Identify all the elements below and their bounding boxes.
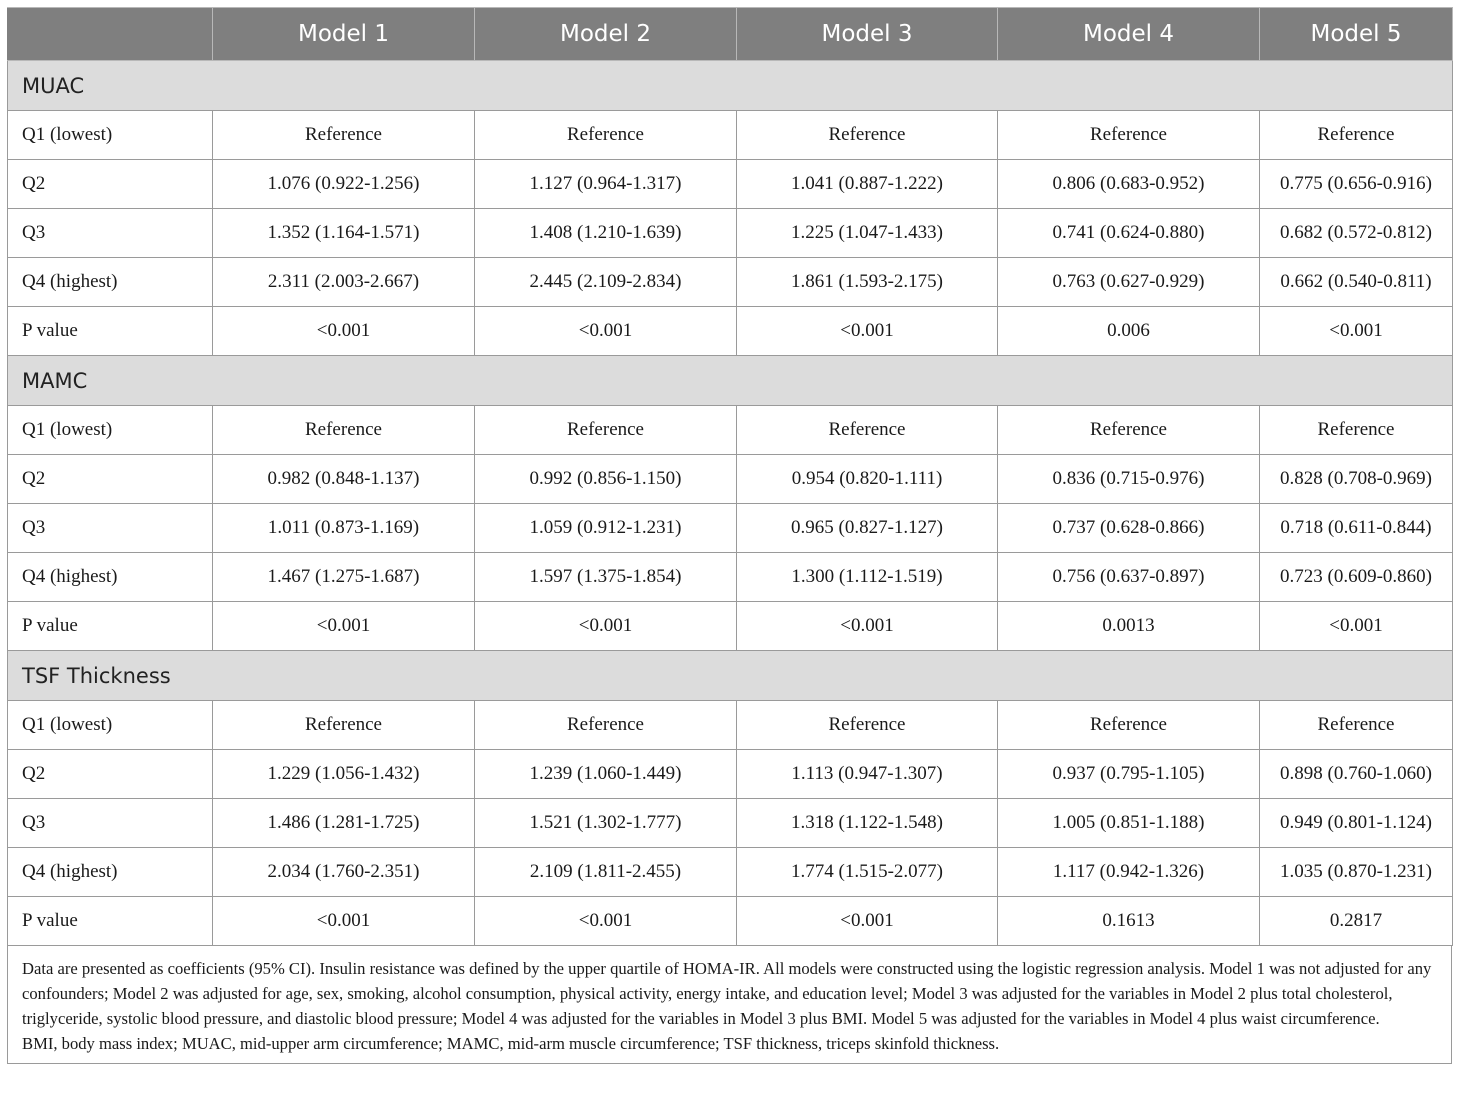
cell-model-3: 0.965 (0.827-1.127) bbox=[737, 504, 998, 553]
row-label: Q2 bbox=[8, 455, 213, 504]
header-cell-blank bbox=[8, 8, 213, 61]
row-label: Q3 bbox=[8, 504, 213, 553]
table-row bbox=[8, 602, 1453, 651]
cell-model-1: 1.486 (1.281-1.725) bbox=[213, 799, 475, 848]
results-table-container bbox=[7, 7, 1452, 1064]
cell-model-1: Reference bbox=[213, 701, 475, 750]
cell-model-1: Reference bbox=[213, 406, 475, 455]
section-row bbox=[8, 651, 1453, 701]
header-model-5: Model 5 bbox=[1260, 8, 1453, 61]
cell-model-2: <0.001 bbox=[475, 897, 737, 946]
cell-model-5: 0.718 (0.611-0.844) bbox=[1260, 504, 1453, 553]
table-footnote bbox=[7, 946, 1452, 1064]
row-label: Q4 (highest) bbox=[8, 553, 213, 602]
cell-model-3: <0.001 bbox=[737, 602, 998, 651]
cell-model-2: 2.109 (1.811-2.455) bbox=[475, 848, 737, 897]
table-row bbox=[8, 455, 1453, 504]
cell-model-1: 1.076 (0.922-1.256) bbox=[213, 160, 475, 209]
cell-model-4: 0.1613 bbox=[998, 897, 1260, 946]
table-row bbox=[8, 750, 1453, 799]
cell-model-3: Reference bbox=[737, 111, 998, 160]
cell-model-5: 0.682 (0.572-0.812) bbox=[1260, 209, 1453, 258]
cell-model-2: <0.001 bbox=[475, 602, 737, 651]
cell-model-4: 0.763 (0.627-0.929) bbox=[998, 258, 1260, 307]
cell-model-2: 1.127 (0.964-1.317) bbox=[475, 160, 737, 209]
cell-model-2: Reference bbox=[475, 111, 737, 160]
section-title: MUAC bbox=[8, 61, 1453, 111]
cell-model-1: 2.034 (1.760-2.351) bbox=[213, 848, 475, 897]
cell-model-5: 0.898 (0.760-1.060) bbox=[1260, 750, 1453, 799]
cell-model-1: <0.001 bbox=[213, 307, 475, 356]
cell-model-1: 1.352 (1.164-1.571) bbox=[213, 209, 475, 258]
table-row bbox=[8, 897, 1453, 946]
cell-model-3: 1.318 (1.122-1.548) bbox=[737, 799, 998, 848]
cell-model-2: Reference bbox=[475, 701, 737, 750]
cell-model-3: 1.225 (1.047-1.433) bbox=[737, 209, 998, 258]
table-row bbox=[8, 701, 1453, 750]
cell-model-3: 1.300 (1.112-1.519) bbox=[737, 553, 998, 602]
row-label: Q1 (lowest) bbox=[8, 406, 213, 455]
results-table bbox=[7, 7, 1453, 946]
cell-model-3: 1.861 (1.593-2.175) bbox=[737, 258, 998, 307]
row-label: Q4 (highest) bbox=[8, 258, 213, 307]
footnote-abbreviations: BMI, body mass index; MUAC, mid-upper arm circumference; MAMC, mid-arm muscle circumference; TSF thickness, triceps skinfold thickness. bbox=[22, 1034, 1000, 1053]
table-row bbox=[8, 160, 1453, 209]
cell-model-1: 1.229 (1.056-1.432) bbox=[213, 750, 475, 799]
section-row bbox=[8, 356, 1453, 406]
table-body bbox=[8, 61, 1453, 946]
cell-model-5: 0.949 (0.801-1.124) bbox=[1260, 799, 1453, 848]
cell-model-1: <0.001 bbox=[213, 897, 475, 946]
cell-model-4: 1.117 (0.942-1.326) bbox=[998, 848, 1260, 897]
cell-model-2: 1.239 (1.060-1.449) bbox=[475, 750, 737, 799]
cell-model-5: 0.775 (0.656-0.916) bbox=[1260, 160, 1453, 209]
header-model-1: Model 1 bbox=[213, 8, 475, 61]
section-title: TSF Thickness bbox=[8, 651, 1453, 701]
row-label: P value bbox=[8, 897, 213, 946]
cell-model-1: 2.311 (2.003-2.667) bbox=[213, 258, 475, 307]
cell-model-1: 1.467 (1.275-1.687) bbox=[213, 553, 475, 602]
cell-model-3: 1.041 (0.887-1.222) bbox=[737, 160, 998, 209]
row-label: P value bbox=[8, 602, 213, 651]
section-title: MAMC bbox=[8, 356, 1453, 406]
cell-model-4: 0.937 (0.795-1.105) bbox=[998, 750, 1260, 799]
cell-model-4: 0.756 (0.637-0.897) bbox=[998, 553, 1260, 602]
cell-model-2: 1.521 (1.302-1.777) bbox=[475, 799, 737, 848]
cell-model-4: 0.836 (0.715-0.976) bbox=[998, 455, 1260, 504]
cell-model-4: 0.0013 bbox=[998, 602, 1260, 651]
table-row bbox=[8, 406, 1453, 455]
row-label: Q2 bbox=[8, 750, 213, 799]
row-label: Q2 bbox=[8, 160, 213, 209]
cell-model-5: Reference bbox=[1260, 111, 1453, 160]
cell-model-2: 1.059 (0.912-1.231) bbox=[475, 504, 737, 553]
cell-model-5: <0.001 bbox=[1260, 307, 1453, 356]
table-row bbox=[8, 258, 1453, 307]
cell-model-4: 1.005 (0.851-1.188) bbox=[998, 799, 1260, 848]
row-label: P value bbox=[8, 307, 213, 356]
table-row bbox=[8, 111, 1453, 160]
cell-model-5: 0.2817 bbox=[1260, 897, 1453, 946]
cell-model-3: <0.001 bbox=[737, 897, 998, 946]
cell-model-1: <0.001 bbox=[213, 602, 475, 651]
cell-model-4: Reference bbox=[998, 111, 1260, 160]
row-label: Q1 (lowest) bbox=[8, 701, 213, 750]
cell-model-5: 1.035 (0.870-1.231) bbox=[1260, 848, 1453, 897]
cell-model-4: 0.737 (0.628-0.866) bbox=[998, 504, 1260, 553]
cell-model-1: Reference bbox=[213, 111, 475, 160]
table-row bbox=[8, 553, 1453, 602]
cell-model-4: 0.006 bbox=[998, 307, 1260, 356]
cell-model-1: 1.011 (0.873-1.169) bbox=[213, 504, 475, 553]
cell-model-5: 0.828 (0.708-0.969) bbox=[1260, 455, 1453, 504]
cell-model-4: 0.806 (0.683-0.952) bbox=[998, 160, 1260, 209]
cell-model-3: Reference bbox=[737, 701, 998, 750]
cell-model-3: 1.774 (1.515-2.077) bbox=[737, 848, 998, 897]
cell-model-2: 1.408 (1.210-1.639) bbox=[475, 209, 737, 258]
cell-model-3: 1.113 (0.947-1.307) bbox=[737, 750, 998, 799]
row-label: Q3 bbox=[8, 799, 213, 848]
cell-model-2: 2.445 (2.109-2.834) bbox=[475, 258, 737, 307]
header-model-3: Model 3 bbox=[737, 8, 998, 61]
table-row bbox=[8, 848, 1453, 897]
cell-model-2: Reference bbox=[475, 406, 737, 455]
cell-model-4: 0.741 (0.624-0.880) bbox=[998, 209, 1260, 258]
cell-model-2: <0.001 bbox=[475, 307, 737, 356]
cell-model-5: Reference bbox=[1260, 701, 1453, 750]
cell-model-5: Reference bbox=[1260, 406, 1453, 455]
cell-model-2: 0.992 (0.856-1.150) bbox=[475, 455, 737, 504]
cell-model-4: Reference bbox=[998, 406, 1260, 455]
table-row bbox=[8, 799, 1453, 848]
table-row bbox=[8, 307, 1453, 356]
header-model-4: Model 4 bbox=[998, 8, 1260, 61]
cell-model-3: 0.954 (0.820-1.111) bbox=[737, 455, 998, 504]
table-row bbox=[8, 504, 1453, 553]
header-model-2: Model 2 bbox=[475, 8, 737, 61]
row-label: Q4 (highest) bbox=[8, 848, 213, 897]
row-label: Q3 bbox=[8, 209, 213, 258]
header-row bbox=[8, 8, 1453, 61]
footnote-description: Data are presented as coefficients (95% CI). Insulin resistance was defined by the upper quartile of HOMA-IR. All models were constructed using the logistic regression analysis. Model 1 was not adjusted for any confounders; Model 2 was adjusted for age, sex, smoking, alcohol consumption, physical activity, energy intake, and education level; Model 3 was adjusted for the variables in Model 2 plus total cholesterol, triglyceride, systolic blood pressure, and diastolic blood pressure; Model 4 was adjusted for the variables in Model 3 plus BMI. Model 5 was adjusted for the variables in Model 4 plus waist circumference. bbox=[22, 959, 1432, 1028]
cell-model-4: Reference bbox=[998, 701, 1260, 750]
row-label: Q1 (lowest) bbox=[8, 111, 213, 160]
cell-model-2: 1.597 (1.375-1.854) bbox=[475, 553, 737, 602]
cell-model-3: <0.001 bbox=[737, 307, 998, 356]
cell-model-1: 0.982 (0.848-1.137) bbox=[213, 455, 475, 504]
cell-model-5: 0.662 (0.540-0.811) bbox=[1260, 258, 1453, 307]
cell-model-5: <0.001 bbox=[1260, 602, 1453, 651]
section-row bbox=[8, 61, 1453, 111]
table-row bbox=[8, 209, 1453, 258]
cell-model-5: 0.723 (0.609-0.860) bbox=[1260, 553, 1453, 602]
cell-model-3: Reference bbox=[737, 406, 998, 455]
